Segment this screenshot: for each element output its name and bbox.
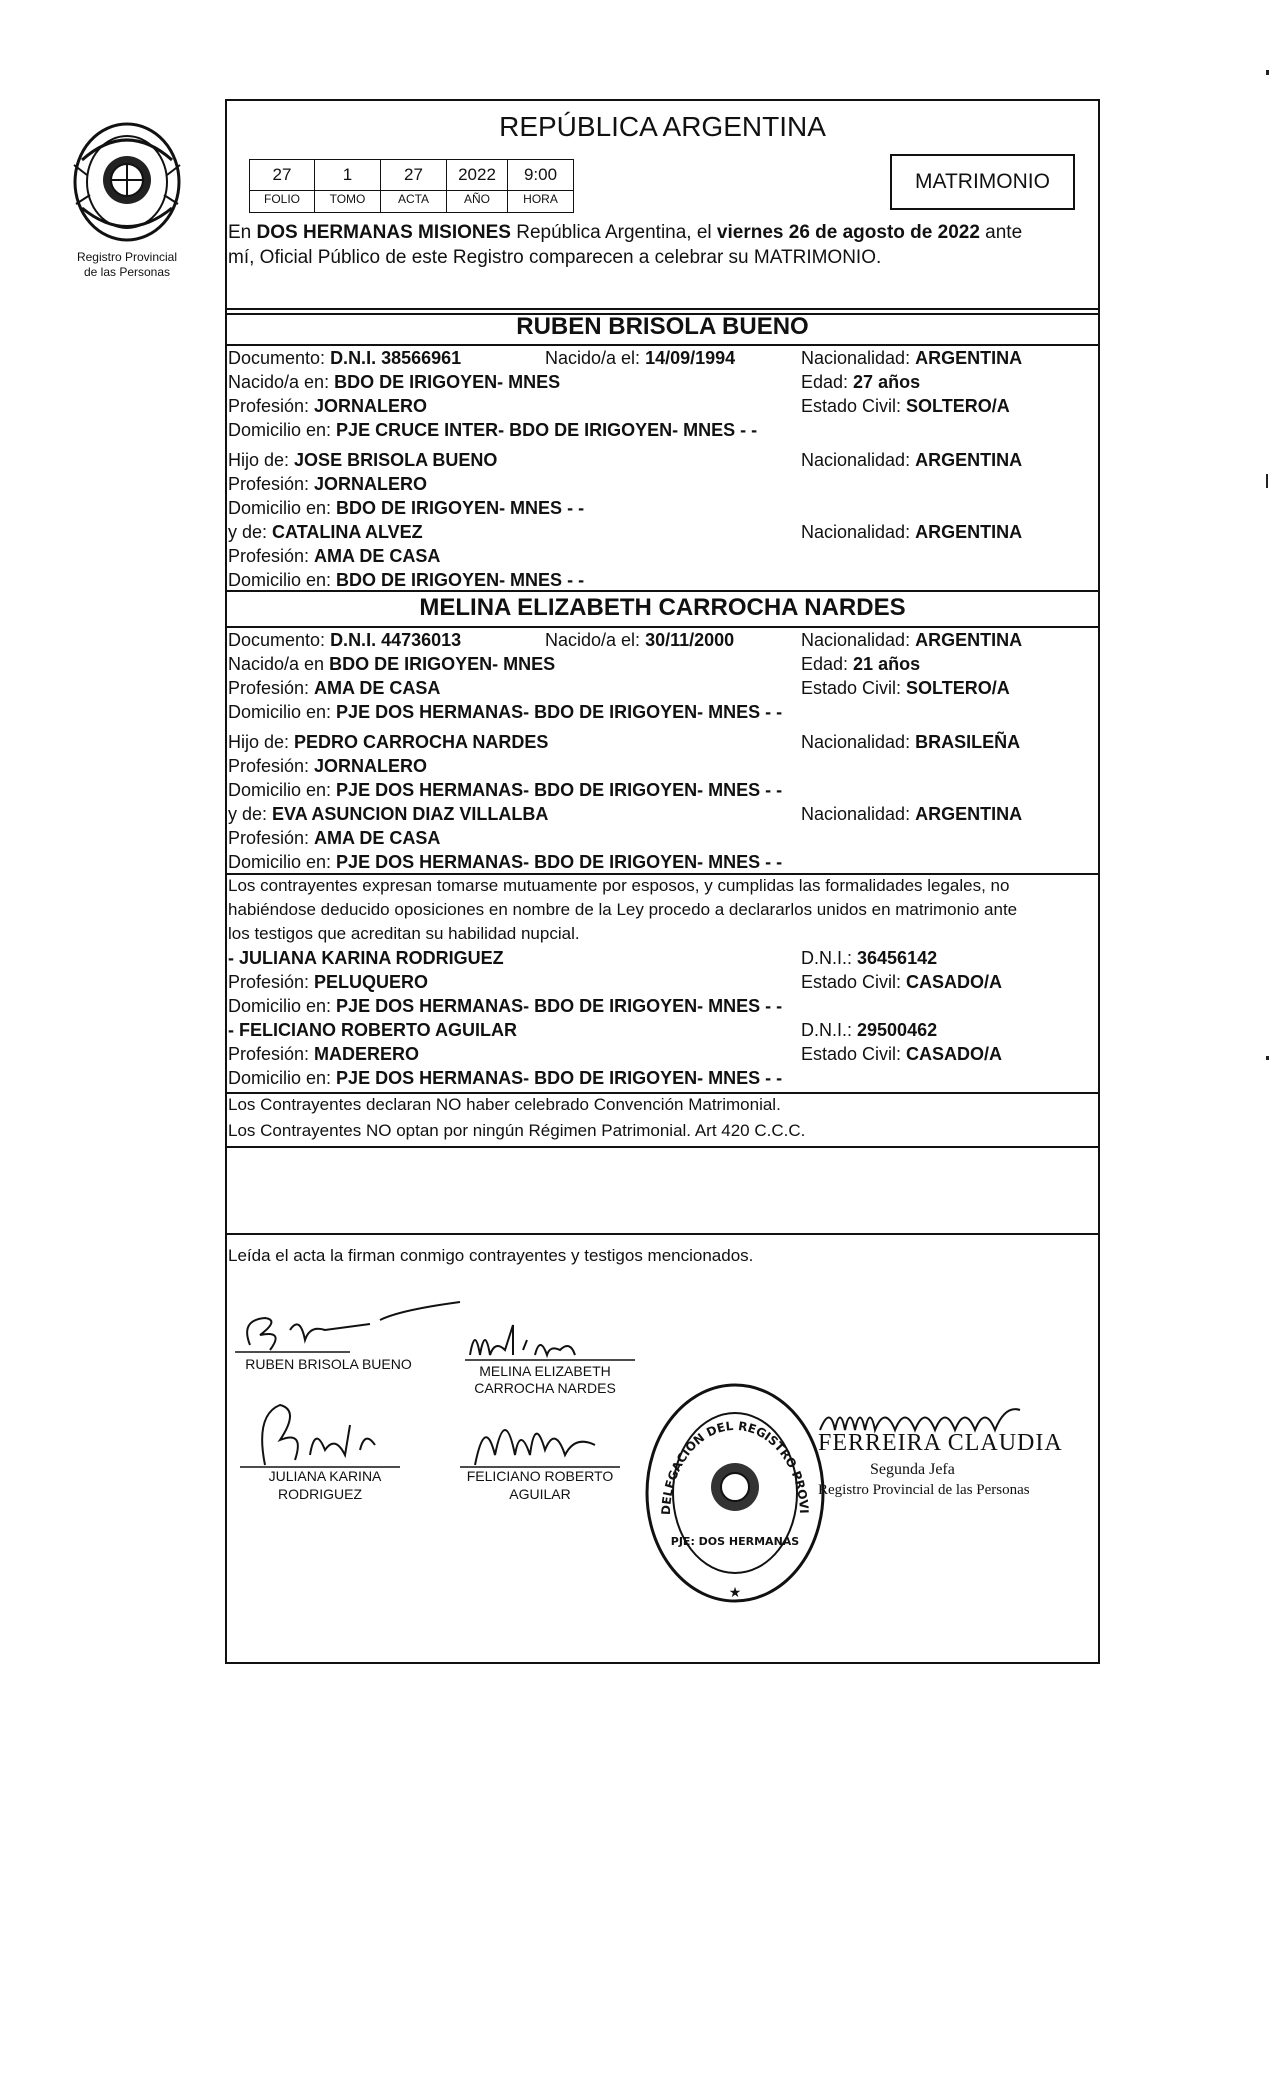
spouse2-name: MELINA ELIZABETH CARROCHA NARDES (419, 594, 906, 621)
spouse1-mother-nationality: Nacionalidad: ARGENTINA (801, 522, 1023, 542)
spouse2-age: Edad: 21 años (801, 654, 921, 674)
witness1-dni: D.N.I.: 36456142 (801, 948, 938, 968)
witness1-civil-status: Estado Civil: CASADO/A (801, 972, 1003, 992)
signature-label-spouse2-line2: CARROCHA NARDES (474, 1380, 616, 1396)
witness2-profession: Profesión: MADERERO (228, 1044, 420, 1064)
spouse2-mother-address: Domicilio en: PJE DOS HERMANAS- BDO DE IRIGOYEN- MNES - - (228, 852, 783, 872)
signature-label-witness1-line2: RODRIGUEZ (278, 1486, 362, 1502)
page-title: REPÚBLICA ARGENTINA (499, 111, 826, 142)
official-name: FERREIRA CLAUDIA (818, 1430, 1063, 1456)
witness2-address: Domicilio en: PJE DOS HERMANAS- BDO DE IRIGOYEN- MNES - - (228, 1068, 783, 1088)
spouse2-mother: y de: EVA ASUNCION DIAZ VILLALBA (228, 804, 549, 824)
spouse2-document: Documento: D.N.I. 44736013 (228, 630, 462, 650)
signature-label-witness1-line1: JULIANA KARINA (268, 1468, 382, 1484)
hora-cell: 9:00 HORA (507, 159, 574, 213)
folio-cell: 27 FOLIO (249, 159, 315, 213)
spouse1-father-address: Domicilio en: BDO DE IRIGOYEN- MNES - - (228, 498, 585, 518)
spouse1-birthplace: Nacido/a en: BDO DE IRIGOYEN- MNES (228, 372, 561, 392)
spouse2-profession: Profesión: AMA DE CASA (228, 678, 441, 698)
declaration-line-3: los testigos que acreditan su habilidad nupcial. (228, 924, 580, 943)
svg-text:★: ★ (728, 1585, 742, 1601)
spouse2-nationality: Nacionalidad: ARGENTINA (801, 630, 1023, 650)
reading-statement: Leída el acta la firman conmigo contrayentes y testigos mencionados. (228, 1246, 754, 1265)
spouse1-father: Hijo de: JOSE BRISOLA BUENO (228, 450, 498, 470)
spouse1-name: RUBEN BRISOLA BUENO (516, 313, 809, 340)
spouse1-civil-status: Estado Civil: SOLTERO/A (801, 396, 1010, 416)
signature-spouse1 (230, 1300, 470, 1360)
signature-witness2 (455, 1395, 625, 1475)
scan-mark (1266, 1056, 1269, 1060)
spouse1-document: Documento: D.N.I. 38566961 (228, 348, 462, 368)
official-office: Registro Provincial de las Personas (818, 1482, 1030, 1498)
spouse2-address: Domicilio en: PJE DOS HERMANAS- BDO DE IRIGOYEN- MNES - - (228, 702, 783, 722)
witness2-civil-status: Estado Civil: CASADO/A (801, 1044, 1003, 1064)
signature-label-witness2-line2: AGUILAR (509, 1486, 571, 1502)
note-convention: Los Contrayentes declaran NO haber celebrado Convención Matrimonial. (228, 1095, 781, 1114)
intro-line-1: En DOS HERMANAS MISIONES República Argentina, el viernes 26 de agosto de 2022 ante (228, 222, 1023, 243)
stamp-inner-text: PJE: DOS HERMANAS (670, 1535, 800, 1548)
note-regime: Los Contrayentes NO optan por ningún Régimen Patrimonial. Art 420 C.C.C. (228, 1121, 806, 1140)
signature-label-witness2-line1: FELICIANO ROBERTO (466, 1468, 614, 1484)
spouse1-nationality: Nacionalidad: ARGENTINA (801, 348, 1023, 368)
ano-cell: 2022 AÑO (446, 159, 508, 213)
spouse1-mother: y de: CATALINA ALVEZ (228, 522, 423, 542)
spouse1-mother-profession: Profesión: AMA DE CASA (228, 546, 441, 566)
stamp-outer-text: DELEGACION DEL REGISTRO PROVI (658, 1418, 812, 1516)
logo-caption-2: de las Personas (83, 265, 171, 279)
registry-logo (62, 120, 192, 280)
signature-label-spouse1: RUBEN BRISOLA BUENO (245, 1356, 412, 1372)
spouse1-address: Domicilio en: PJE CRUCE INTER- BDO DE IRIGOYEN- MNES - - (228, 420, 758, 440)
spouse1-profession: Profesión: JORNALERO (228, 396, 428, 416)
spouse2-mother-profession: Profesión: AMA DE CASA (228, 828, 441, 848)
spouse2-civil-status: Estado Civil: SOLTERO/A (801, 678, 1010, 698)
spouse1-father-profession: Profesión: JORNALERO (228, 474, 428, 494)
spouse1-birthdate: Nacido/a el: 14/09/1994 (545, 348, 736, 368)
witness1-address: Domicilio en: PJE DOS HERMANAS- BDO DE IRIGOYEN- MNES - - (228, 996, 783, 1016)
official-stamp (640, 1375, 830, 1605)
witness1-profession: Profesión: PELUQUERO (228, 972, 429, 992)
signature-label-spouse2-line1: MELINA ELIZABETH (479, 1363, 611, 1379)
official-title: Segunda Jefa (870, 1461, 955, 1478)
spouse1-age: Edad: 27 años (801, 372, 921, 392)
declaration-line-2: habiéndose deducido oposiciones en nombre de la Ley procedo a declararlos unidos en matrimonio ante (228, 900, 1018, 919)
witness2-name: - FELICIANO ROBERTO AGUILAR (228, 1020, 517, 1040)
intro-line-2: mí, Oficial Público de este Registro comparecen a celebrar su MATRIMONIO. (228, 247, 882, 268)
spouse2-birthdate: Nacido/a el: 30/11/2000 (545, 630, 735, 650)
spouse2-father: Hijo de: PEDRO CARROCHA NARDES (228, 732, 549, 752)
acta-cell: 27 ACTA (380, 159, 447, 213)
spouse2-father-nationality: Nacionalidad: BRASILEÑA (801, 732, 1021, 752)
declaration-line-1: Los contrayentes expresan tomarse mutuamente por esposos, y cumplidas las formalidades legales, no (228, 876, 1010, 895)
spouse2-mother-nationality: Nacionalidad: ARGENTINA (801, 804, 1023, 824)
spouse2-father-address: Domicilio en: PJE DOS HERMANAS- BDO DE IRIGOYEN- MNES - - (228, 780, 783, 800)
scan-mark (1266, 70, 1269, 75)
signature-witness1 (235, 1395, 405, 1475)
tomo-cell: 1 TOMO (314, 159, 381, 213)
scan-mark (1266, 474, 1268, 488)
witness2-dni: D.N.I.: 29500462 (801, 1020, 938, 1040)
spouse1-father-nationality: Nacionalidad: ARGENTINA (801, 450, 1023, 470)
spouse1-mother-address: Domicilio en: BDO DE IRIGOYEN- MNES - - (228, 570, 585, 590)
signature-spouse2 (465, 1320, 645, 1365)
crest-icon (62, 120, 192, 245)
document-type-box: MATRIMONIO (890, 154, 1075, 210)
spouse2-father-profession: Profesión: JORNALERO (228, 756, 428, 776)
logo-caption-1: Registro Provincial (76, 250, 178, 264)
witness1-name: - JULIANA KARINA RODRIGUEZ (228, 948, 504, 968)
spouse2-birthplace: Nacido/a en BDO DE IRIGOYEN- MNES (228, 654, 556, 674)
